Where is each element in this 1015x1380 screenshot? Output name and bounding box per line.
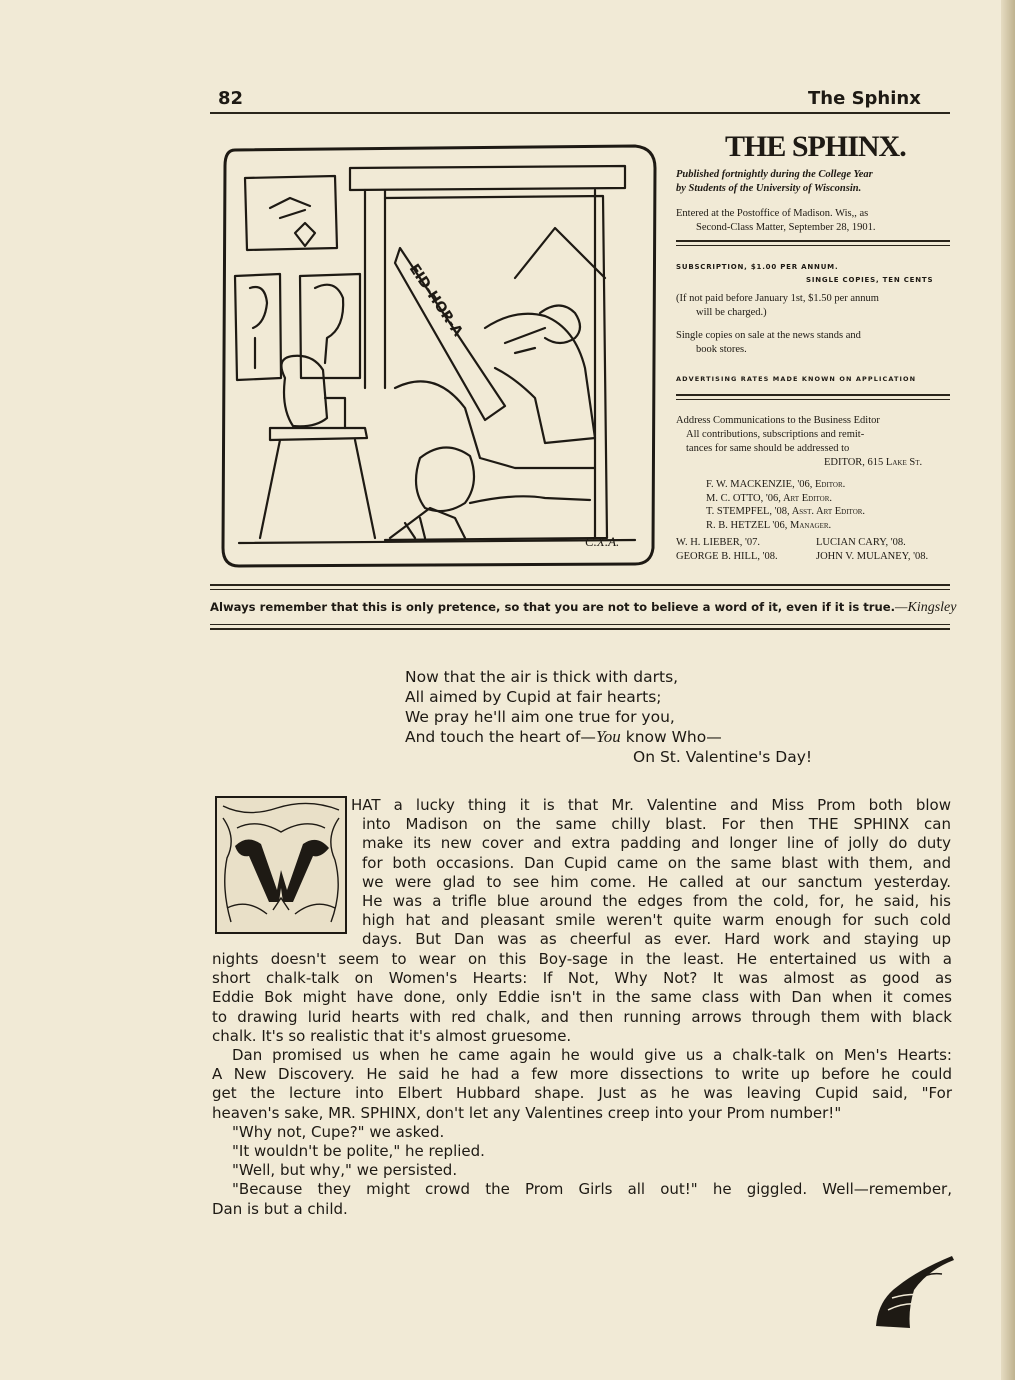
article-line: high hat and pleasant smile weren't quite warm enough for such cold <box>362 911 951 930</box>
masthead-rule <box>676 394 950 396</box>
article-line: to drawing lurid hearts with red chalk, and then running arrows through them with black <box>212 1007 952 1026</box>
valentine-poem <box>405 667 812 767</box>
motto-text: Always remember that this is only pretence, so that you are not to believe a word of it, even if it is true. <box>210 600 896 614</box>
drop-cap-ornament <box>217 798 345 932</box>
late-payment-note: (If not paid before January 1st, $1.50 per annum will be charged.) <box>676 293 879 318</box>
article-body <box>212 950 952 1219</box>
article-line: we were glad to see him come. He called at our sanctum yesterday. <box>362 872 951 891</box>
dialogue-line: "Well, but why," we persisted. <box>232 1161 458 1180</box>
poem-line: Now that the air is thick with darts, <box>405 668 679 686</box>
staff-member: T. STEMPFEL, '08, Asst. Art Editor. <box>706 506 866 518</box>
staff-member: M. C. OTTO, '06, Art Editor. <box>706 492 832 504</box>
article-line: A New Discovery. He said he had a few more dissections to write up before he could <box>212 1065 952 1084</box>
motto-rule-top <box>210 589 950 590</box>
motto-rule-top <box>210 584 950 586</box>
entered-info: Entered at the Postoffice of Madison. Wis,, as Second-Class Matter, September 28, 1901. <box>676 208 876 233</box>
poem-line: And touch the heart of—You know Who— <box>405 727 722 746</box>
artist-signature: C.X.A. <box>585 534 620 549</box>
article-line: Dan promised us when he came again he would give us a chalk-talk on Men's Hearts: <box>232 1046 952 1065</box>
article-line: He was a trifle blue around the edges from the cold, for, he said, his <box>362 892 951 911</box>
staff-list <box>706 478 865 532</box>
article-line: days. But Dan was as cheerful as ever. Hard work and staying up <box>362 930 951 949</box>
tablet-text: EID-HOR-A <box>405 261 466 340</box>
staff-right-column <box>816 536 928 563</box>
single-copy-price: SINGLE COPIES, TEN CENTS <box>806 276 934 284</box>
masthead-rule <box>676 245 950 246</box>
dialogue-line: "It wouldn't be polite," he replied. <box>232 1142 485 1161</box>
article-line: short chalk-talk on Women's Hearts: If Not, Why Not? It was almost as good as <box>212 969 952 988</box>
running-title: The Sphinx <box>808 88 921 109</box>
article-line: heaven's sake, MR. SPHINX, don't let any Valentines creep into your Prom number!" <box>212 1103 842 1122</box>
staff-member: W. H. LIEBER, '07. <box>676 537 761 548</box>
subscription-price: SUBSCRIPTION, $1.00 PER ANNUM. <box>676 263 839 271</box>
staff-member: LUCIAN CARY, '08. <box>816 537 906 548</box>
masthead-title: THE SPHINX. <box>725 130 906 163</box>
article-line: for both occasions. Dan Cupid came on the same blast with them, and <box>362 853 951 872</box>
page-edge-shadow <box>1001 0 1015 1380</box>
header-rule <box>210 112 950 114</box>
motto-rule-bottom <box>210 628 950 630</box>
dialogue-line: "Because they might crowd the Prom Girls all out!" he giggled. Well—remember, <box>232 1180 952 1199</box>
poem-line: On St. Valentine's Day! <box>633 748 813 766</box>
staff-member: R. B. HETZEL '06, Manager. <box>706 519 832 531</box>
poem-line: All aimed by Cupid at fair hearts; <box>405 688 662 706</box>
staff-left-column <box>676 536 778 563</box>
sphinx-illustration <box>215 138 661 568</box>
masthead-rule <box>676 240 950 242</box>
article-line: Eddie Bok might have done, only Eddie isn't in the same class with Dan when it comes <box>212 988 952 1007</box>
on-sale-note: Single copies on sale at the news stands and book stores. <box>676 330 861 355</box>
dialogue-line: Dan is but a child. <box>212 1199 348 1218</box>
article-line: nights doesn't seem to wear on this Boy-sage in the least. He entertained us with a <box>212 950 952 968</box>
article-line: chalk. It's so realistic that it's almost gruesome. <box>212 1026 572 1045</box>
staff-member: JOHN V. MULANEY, '08. <box>816 550 929 562</box>
article-intro <box>351 796 951 950</box>
tailpiece-ornament <box>868 1250 958 1330</box>
article-line: HAT a lucky thing it is that Mr. Valentine and Miss Prom both blow <box>351 796 951 814</box>
page-number: 82 <box>218 88 244 109</box>
masthead-rule <box>676 399 950 400</box>
staff-member: F. W. MACKENZIE, '06, Editor. <box>706 479 846 490</box>
dialogue-line: "Why not, Cupe?" we asked. <box>232 1122 445 1141</box>
staff-member: GEORGE B. HILL, '08. <box>676 550 778 562</box>
motto-attribution: —Kingsley <box>895 600 957 615</box>
drop-cap-box <box>215 796 347 934</box>
article-line: into Madison on the same chilly blast. For then THE SPHINX can <box>362 815 951 834</box>
motto-rule-bottom <box>210 624 950 625</box>
article-line: make its new cover and extra padding and longer line of jolly do duty <box>362 834 951 853</box>
published-info: Published fortnightly during the College Year by Students of the University of Wisconsin. <box>676 169 873 194</box>
article-line: get the lecture into Elbert Hubbard shape. Just as he was leaving Cupid said, "For <box>212 1084 952 1103</box>
poem-line: We pray he'll aim one true for you, <box>405 708 675 726</box>
advertising-note: ADVERTISING RATES MADE KNOWN ON APPLICATION <box>676 375 917 383</box>
address-info: Address Communications to the Business Editor All contributions, subscriptions and remit- tances for same should be addressed to EDITOR, 615 Lake St. <box>676 415 923 468</box>
motto <box>210 600 957 616</box>
